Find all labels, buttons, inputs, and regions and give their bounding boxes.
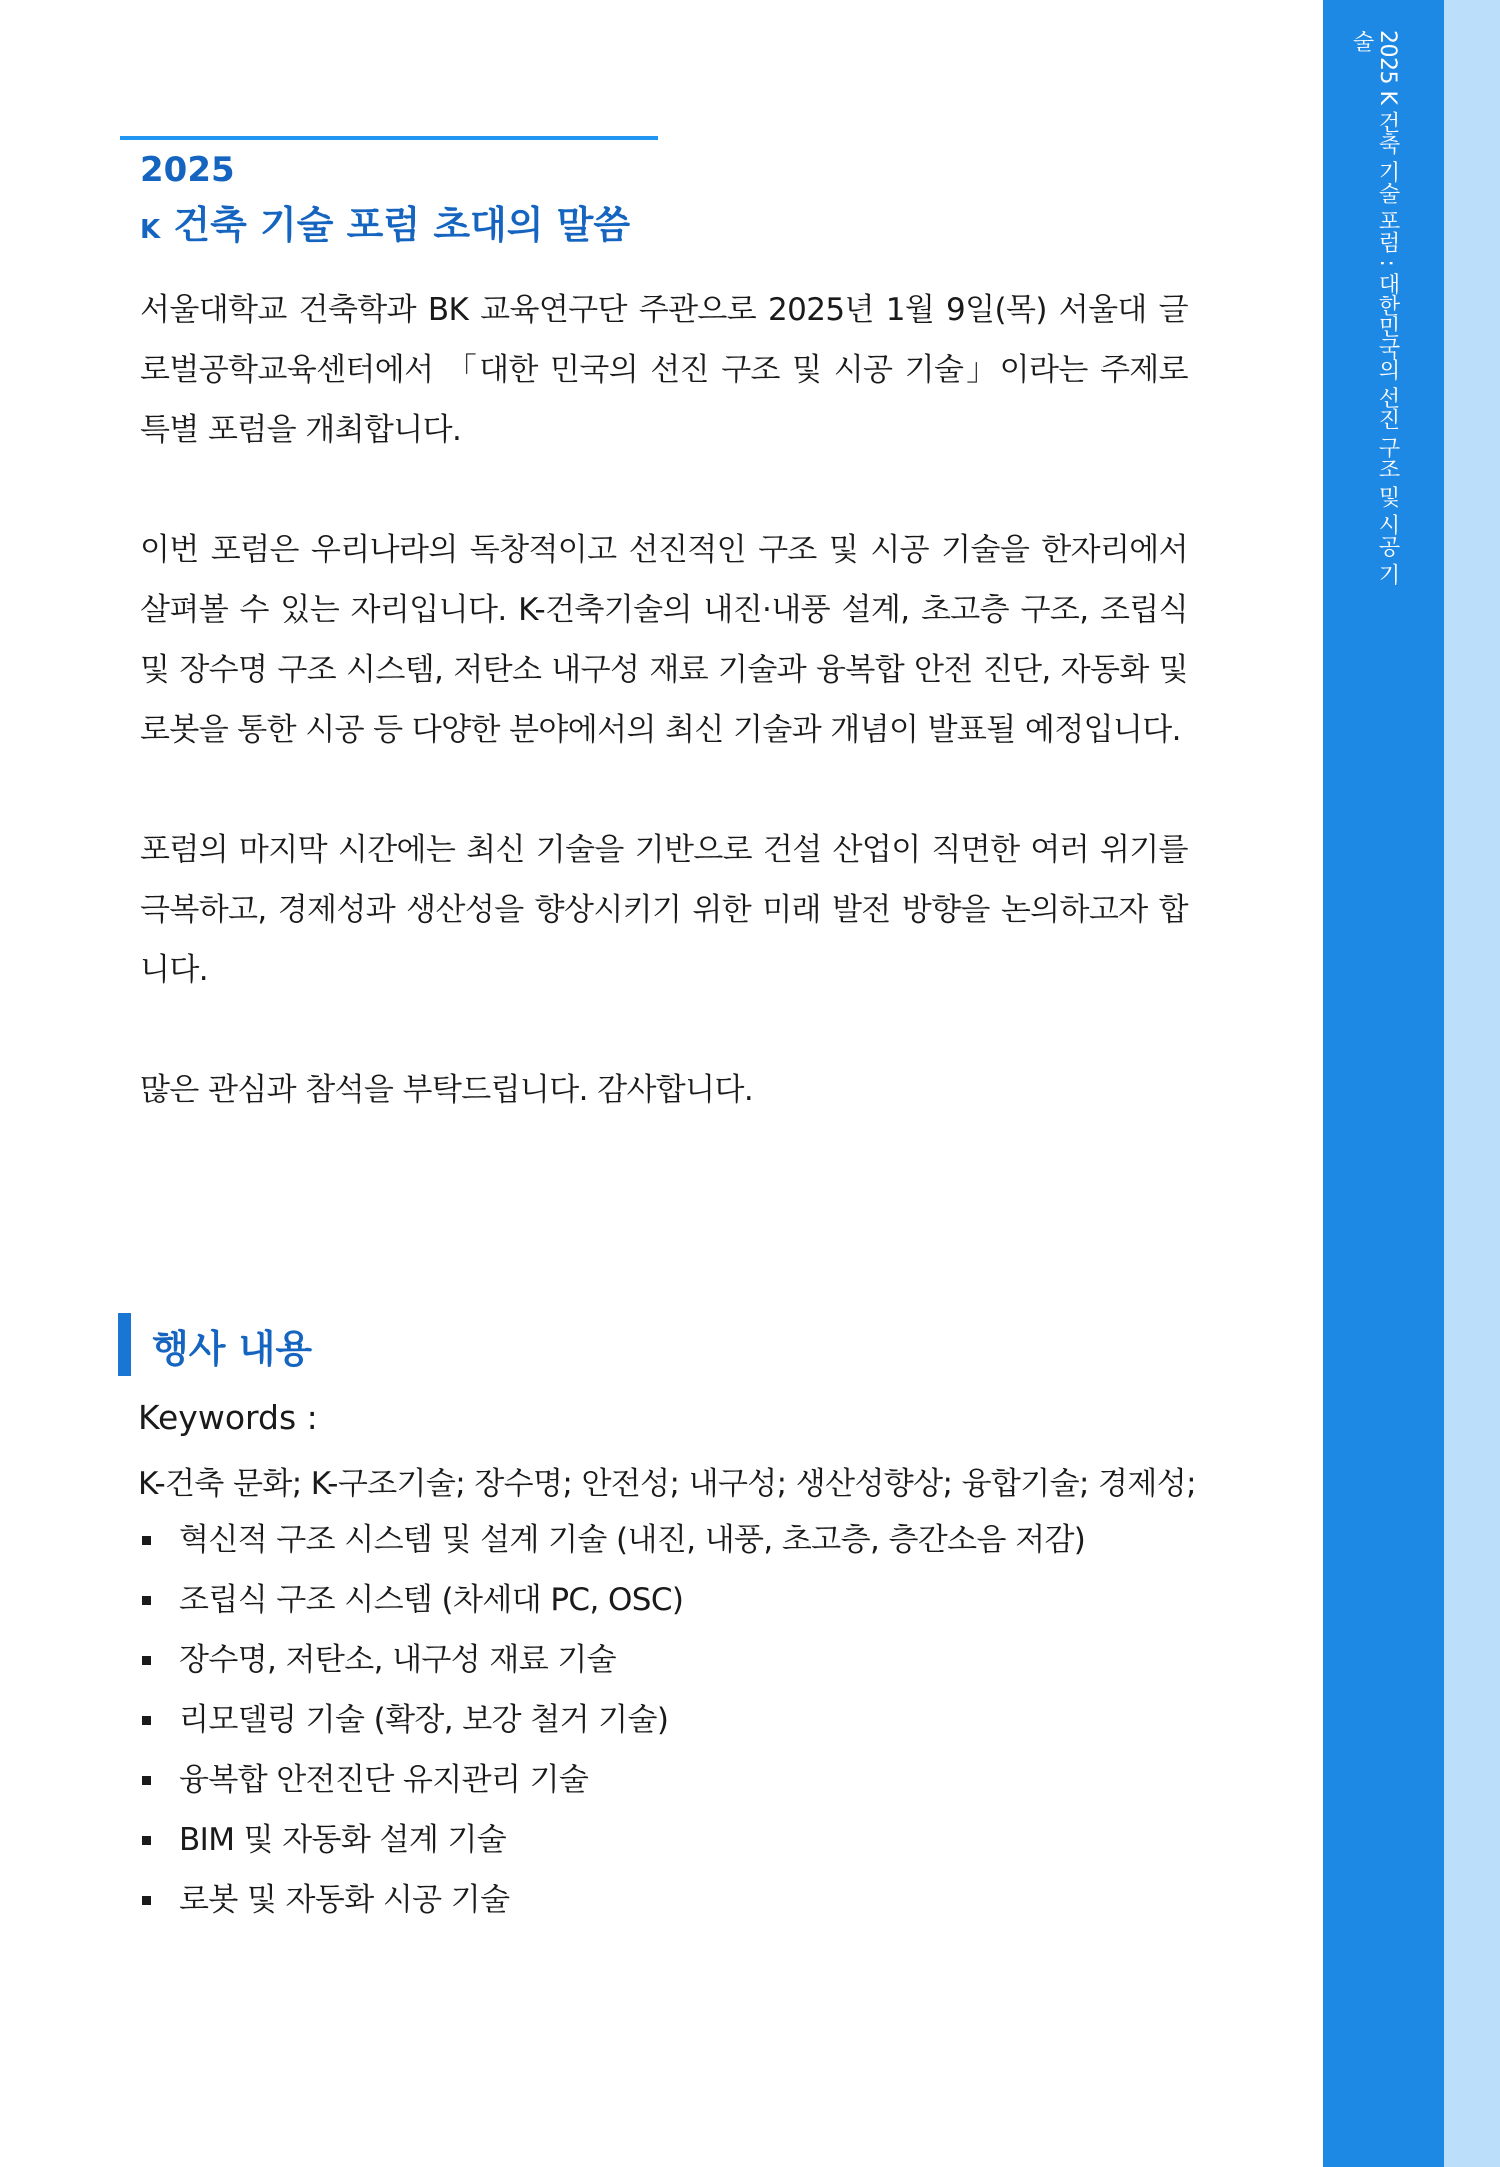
list-item xyxy=(138,1630,1085,1690)
bullet-icon xyxy=(142,1896,151,1905)
list-item xyxy=(138,1510,1085,1570)
sidebar-accent-light xyxy=(1444,0,1500,2167)
intro-paragraph-2: 이번 포럼은 우리나라의 독창적이고 선진적인 구조 및 시공 기술을 한자리에서 살펴볼 수 있는 자리입니다. K-건축기술의 내진·내풍 설계, 초고층 구조, 조립식 및 장수명 구조 시스템, 저탄소 내구성 재료 기술과 융복합 안전 진단, 자동화 및 로봇을 통한 시공 등 다양한 분야에서의 최신 기술과 개념이 발표될 예정입니다. xyxy=(140,532,1188,748)
list-item-label: 혁신적 구조 시스템 및 설계 기술 (내진, 내풍, 초고층, 층간소음 저감) xyxy=(179,1522,1086,1558)
intro-paragraph-1: 서울대학교 건축학과 BK 교육연구단 주관으로 2025년 1월 9일(목) 서울대 글로벌공학교육센터에서 「대한 민국의 선진 구조 및 시공 기술」이라는 주제로 특별 포럼을 개최합니다. xyxy=(140,292,1188,448)
list-item xyxy=(138,1750,1085,1810)
section-title-event: 행사 내용 xyxy=(152,1327,313,1371)
list-item-label: BIM 및 자동화 설계 기술 xyxy=(179,1822,507,1858)
list-item-label: 융복합 안전진단 유지관리 기술 xyxy=(179,1762,589,1798)
intro-section xyxy=(140,280,1188,1120)
bullet-icon xyxy=(142,1836,151,1845)
list-item-label: 로봇 및 자동화 시공 기술 xyxy=(179,1882,510,1918)
bullet-icon xyxy=(142,1716,151,1725)
sidebar-vertical-title: 2025 K 건축 기술 포럼 : 대한민국의 선진 구조 및 시공 기술 xyxy=(1349,30,1400,585)
list-item xyxy=(138,1690,1085,1750)
list-item-label: 조립식 구조 시스템 (차세대 PC, OSC) xyxy=(179,1582,684,1618)
title-year: 2025 xyxy=(140,150,235,190)
keywords-label: Keywords : xyxy=(138,1398,318,1437)
list-item xyxy=(138,1810,1085,1870)
event-topic-list xyxy=(138,1510,1085,1930)
title-text: 건축 기술 포럼 초대의 말씀 xyxy=(160,203,631,247)
list-item xyxy=(138,1870,1085,1930)
bullet-icon xyxy=(142,1596,151,1605)
list-item-label: 장수명, 저탄소, 내구성 재료 기술 xyxy=(179,1642,617,1678)
title-rule xyxy=(120,136,658,140)
bullet-icon xyxy=(142,1776,151,1785)
list-item-label: 리모델링 기술 (확장, 보강 철거 기술) xyxy=(179,1702,669,1738)
page-title xyxy=(140,194,630,249)
list-item xyxy=(138,1570,1085,1630)
keywords-list: K-건축 문화; K-구조기술; 장수명; 안전성; 내구성; 생산성향상; 융합기술; 경제성; xyxy=(138,1466,1196,1502)
intro-paragraph-4: 많은 관심과 참석을 부탁드립니다. 감사합니다. xyxy=(140,1072,754,1108)
intro-paragraph-3: 포럼의 마지막 시간에는 최신 기술을 기반으로 건설 산업이 직면한 여러 위기를 극복하고, 경제성과 생산성을 향상시키기 위한 미래 발전 방향을 논의하고자 합니다. xyxy=(140,832,1188,988)
bullet-icon xyxy=(142,1536,151,1545)
bullet-icon xyxy=(142,1656,151,1665)
section-marker xyxy=(118,1313,131,1376)
title-k: K xyxy=(140,215,161,245)
